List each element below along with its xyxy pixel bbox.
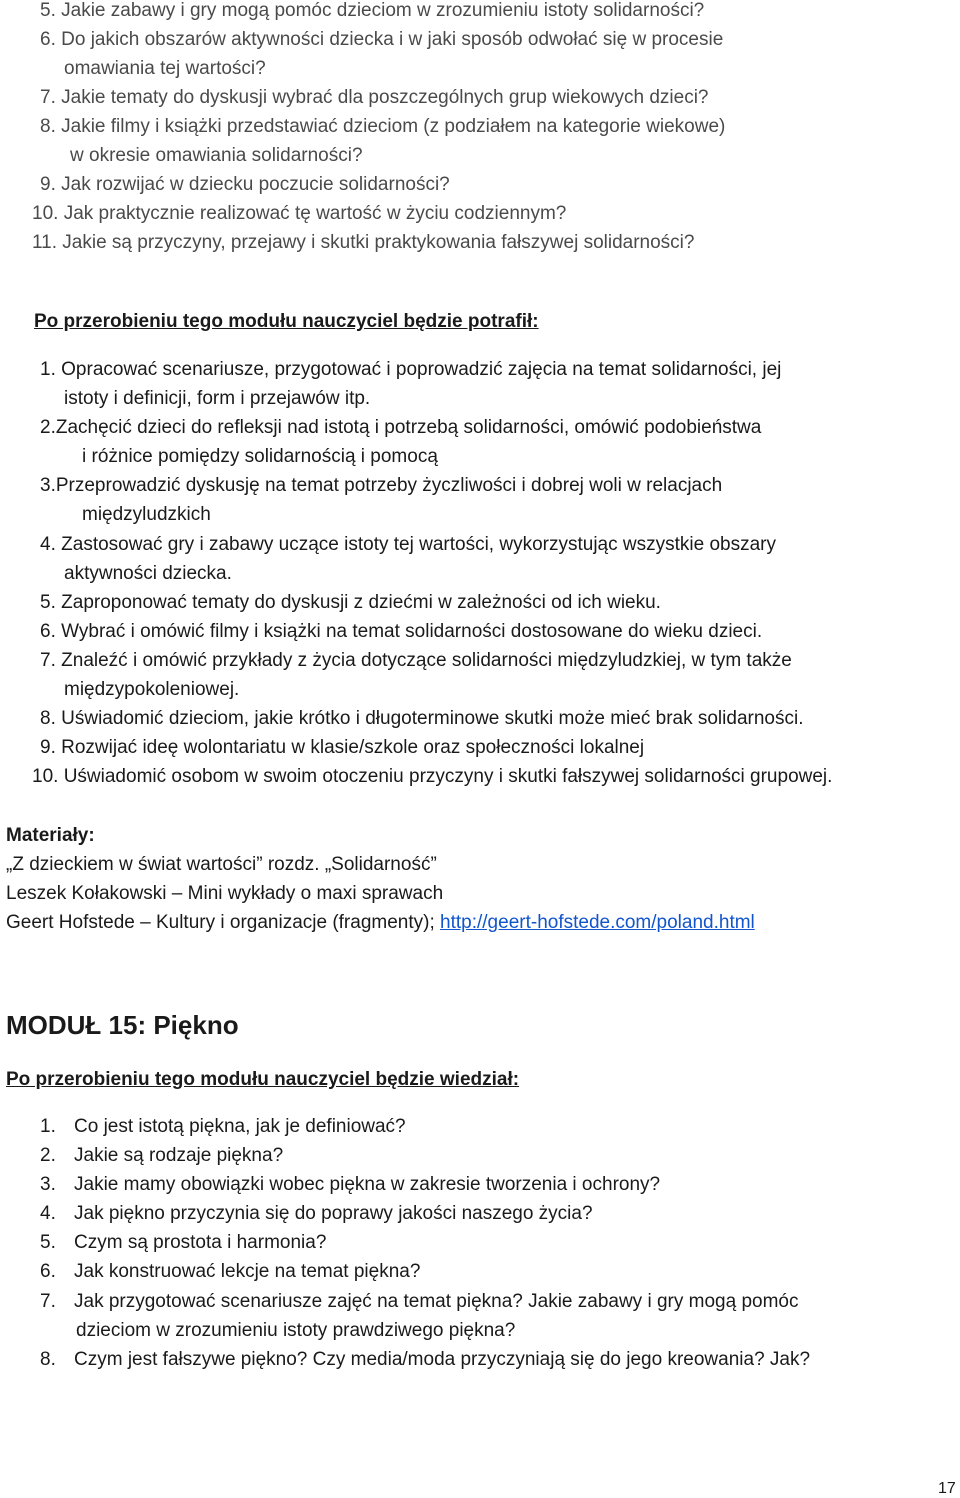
list-item: 10. Jak praktycznie realizować tę wartość w życiu codziennym?: [32, 203, 567, 224]
list-item: 8. Uświadomić dzieciom, jakie krótko i długoterminowe skutki może mieć brak solidarności.: [40, 708, 804, 729]
materials-item: Geert Hofstede – Kultury i organizacje (fragmenty); http://geert-hofstede.com/poland.html: [6, 912, 755, 933]
list-item: 1. Co jest istotą piękna, jak je definiować?: [40, 1116, 406, 1137]
page-number: 17: [938, 1480, 956, 1497]
list-item: 1. Opracować scenariusze, przygotować i poprowadzić zajęcia na temat solidarności, jej: [40, 359, 782, 380]
list-item: 10. Uświadomić osobom w swoim otoczeniu przyczyny i skutki fałszywej solidarności grupowej.: [32, 766, 833, 787]
list-item: 3.Przeprowadzić dyskusję na temat potrzeby życzliwości i dobrej woli w relacjach: [40, 475, 723, 496]
list-item: 6. Wybrać i omówić filmy i książki na temat solidarności dostosowane do wieku dzieci.: [40, 621, 763, 642]
list-item-continuation: w okresie omawiania solidarności?: [70, 145, 363, 166]
list-item-continuation: aktywności dziecka.: [64, 563, 232, 584]
list-item-continuation: i różnice pomiędzy solidarnością i pomocą: [82, 446, 438, 467]
module-title: MODUŁ 15: Piękno: [6, 1010, 239, 1040]
list-item: 6. Jak konstruować lekcje na temat piękna?: [40, 1261, 421, 1282]
materials-item: „Z dzieckiem w świat wartości” rozdz. „Solidarność”: [6, 854, 437, 875]
hofstede-link[interactable]: http://geert-hofstede.com/poland.html: [440, 912, 755, 933]
list-item: 7. Jak przygotować scenariusze zajęć na temat piękna? Jakie zabawy i gry mogą pomóc: [40, 1291, 799, 1312]
section-heading-knowledge: Po przerobieniu tego modułu nauczyciel będzie wiedział:: [6, 1069, 520, 1090]
list-item-continuation: omawiania tej wartości?: [64, 58, 266, 79]
list-item: 5. Jakie zabawy i gry mogą pomóc dzieciom w zrozumieniu istoty solidarności?: [40, 0, 705, 21]
list-item-continuation: dzieciom w zrozumieniu istoty prawdziwego piękna?: [76, 1320, 516, 1341]
section-heading-skills: Po przerobieniu tego modułu nauczyciel będzie potrafił:: [34, 311, 539, 332]
materials-heading: Materiały:: [6, 825, 95, 846]
list-item: 6. Do jakich obszarów aktywności dziecka i w jaki sposób odwołać się w procesie: [40, 29, 724, 50]
list-item: 8. Jakie filmy i książki przedstawiać dzieciom (z podziałem na kategorie wiekowe): [40, 116, 726, 137]
list-item: 4. Zastosować gry i zabawy uczące istoty tej wartości, wykorzystując wszystkie obszary: [40, 534, 776, 555]
list-item: 5. Czym są prostota i harmonia?: [40, 1232, 327, 1253]
list-item: 8. Czym jest fałszywe piękno? Czy media/moda przyczyniają się do jego kreowania? Jak?: [40, 1349, 811, 1370]
list-item: 11. Jakie są przyczyny, przejawy i skutki praktykowania fałszywej solidarności?: [32, 232, 695, 253]
list-item: 4. Jak piękno przyczynia się do poprawy jakości naszego życia?: [40, 1203, 593, 1224]
list-item: 3. Jakie mamy obowiązki wobec piękna w zakresie tworzenia i ochrony?: [40, 1174, 661, 1195]
list-item: 7. Jakie tematy do dyskusji wybrać dla poszczególnych grup wiekowych dzieci?: [40, 87, 709, 108]
list-item: 7. Znaleźć i omówić przykłady z życia dotyczące solidarności międzyludzkiej, w tym także: [40, 650, 792, 671]
list-item-continuation: istoty i definicji, form i przejawów itp.: [64, 388, 371, 409]
list-item: 9. Rozwijać ideę wolontariatu w klasie/szkole oraz społeczności lokalnej: [40, 737, 645, 758]
list-item: 2. Jakie są rodzaje piękna?: [40, 1145, 284, 1166]
list-item: 9. Jak rozwijać w dziecku poczucie solidarności?: [40, 174, 450, 195]
list-item: 2.Zachęcić dzieci do refleksji nad istotą i potrzebą solidarności, omówić podobieństwa: [40, 417, 762, 438]
materials-item: Leszek Kołakowski – Mini wykłady o maxi sprawach: [6, 883, 444, 904]
list-item: 5. Zaproponować tematy do dyskusji z dziećmi w zależności od ich wieku.: [40, 592, 661, 613]
list-item-continuation: międzyludzkich: [82, 504, 211, 525]
list-item-continuation: międzypokoleniowej.: [64, 679, 240, 700]
